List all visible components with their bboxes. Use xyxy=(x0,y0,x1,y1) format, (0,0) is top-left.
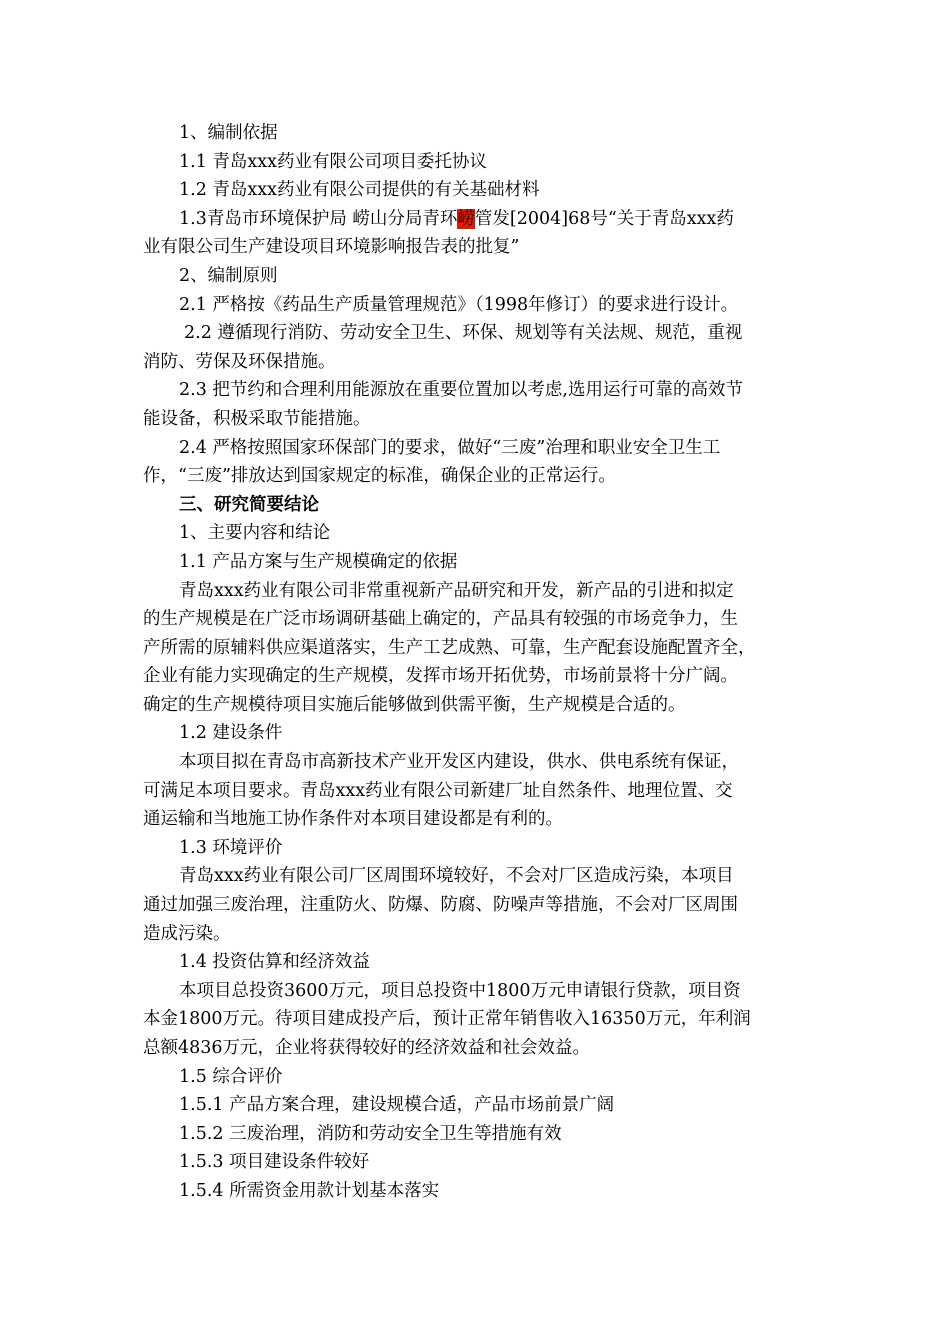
paragraph-1-3-line-1: 青岛xxx药业有限公司厂区周围环境较好，不会对厂区造成污染，本项目 xyxy=(179,866,734,887)
basis-item-1-3-post: 管发[2004]68号“关于青岛xxx药 xyxy=(474,208,734,229)
evaluation-item-1-5-4: 1.5.4 所需资金用款计划基本落实 xyxy=(179,1180,440,1201)
paragraph-1-2-line-1: 本项目拟在青岛市高新技术产业开发区内建设，供水、供电系统有保证， xyxy=(179,752,739,773)
principle-2-2-cont: 消防、劳保及环保措施。 xyxy=(143,351,336,372)
subheading-1-4: 1.4 投资估算和经济效益 xyxy=(179,952,370,973)
heading-principles: 2、编制原则 xyxy=(179,265,278,286)
subheading-1-1: 1.1 产品方案与生产规模确定的依据 xyxy=(179,551,458,572)
basis-item-1-3-cont: 业有限公司生产建设项目环境影响报告表的批复” xyxy=(143,237,520,258)
principle-2-2: 2.2 遵循现行消防、劳动安全卫生、环保、规划等有关法规、规范，重视 xyxy=(184,323,743,344)
paragraph-1-1-line-5: 确定的生产规模待项目实施后能够做到供需平衡，生产规模是合适的。 xyxy=(143,694,686,715)
basis-item-1-2: 1.2 青岛xxx药业有限公司提供的有关基础材料 xyxy=(179,180,540,201)
paragraph-1-1-line-1: 青岛xxx药业有限公司非常重视新产品研究和开发，新产品的引进和拟定 xyxy=(179,580,734,601)
principle-2-3-cont: 能设备，积极采取节能措施。 xyxy=(143,408,371,429)
subheading-1-3: 1.3 环境评价 xyxy=(179,837,283,858)
subheading-1-5: 1.5 综合评价 xyxy=(179,1066,283,1087)
heading-basis: 1、编制依据 xyxy=(179,123,278,143)
paragraph-1-4-line-3: 总额4836万元，企业将获得较好的经济效益和社会效益。 xyxy=(143,1038,591,1058)
basis-item-1-1: 1.1 青岛xxx药业有限公司项目委托协议 xyxy=(179,151,488,172)
paragraph-1-1-line-3: 产所需的原辅料供应渠道落实，生产工艺成熟、可靠，生产配套设施配置齐全， xyxy=(143,637,756,658)
subheading-1-2: 1.2 建设条件 xyxy=(179,723,283,744)
paragraph-1-3-line-3: 造成污染。 xyxy=(143,923,231,944)
evaluation-item-1-5-2: 1.5.2 三废治理，消防和劳动安全卫生等措施有效 xyxy=(179,1123,562,1144)
paragraph-1-1-line-2: 的生产规模是在广泛市场调研基础上确定的，产品具有较强的市场竞争力，生 xyxy=(143,609,738,630)
basis-item-1-3 xyxy=(143,205,823,234)
evaluation-item-1-5-3: 1.5.3 项目建设条件较好 xyxy=(179,1152,370,1173)
principle-2-4-cont: 作，“三废”排放达到国家规定的标准，确保企业的正常运行。 xyxy=(143,466,616,487)
highlighted-char: 崂 xyxy=(457,208,475,229)
basis-item-1-3-pre: 1.3青岛市环境保护局 崂山分局青环 xyxy=(179,208,458,229)
paragraph-1-2-line-3: 通运输和当地施工协作条件对本项目建设都是有利的。 xyxy=(143,809,563,830)
paragraph-1-4-line-2: 本金1800万元。待项目建成投产后，预计正常年销售收入16350万元，年利润 xyxy=(143,1009,751,1030)
heading-main-content: 1、主要内容和结论 xyxy=(179,523,331,544)
document-body xyxy=(143,119,823,1206)
paragraph-1-4-line-1: 本项目总投资3600万元，项目总投资中1800万元申请银行贷款，项目资 xyxy=(179,980,741,1001)
evaluation-item-1-5-1: 1.5.1 产品方案合理，建设规模合适，产品市场前景广阔 xyxy=(179,1095,615,1116)
principle-2-3: 2.3 把节约和合理利用能源放在重要位置加以考虑,选用运行可靠的高效节 xyxy=(179,380,743,401)
paragraph-1-2-line-2: 可满足本项目要求。青岛xxx药业有限公司新建厂址自然条件、地理位置、交 xyxy=(143,780,733,801)
paragraph-1-3-line-2: 通过加强三废治理，注重防火、防爆、防腐、防噪声等措施，不会对厂区周围 xyxy=(143,895,738,916)
principle-2-1: 2.1 严格按《药品生产质量管理规范》（1998年修订）的要求进行设计。 xyxy=(179,294,739,315)
paragraph-1-1-line-4: 企业有能力实现确定的生产规模，发挥市场开拓优势，市场前景将十分广阔。 xyxy=(143,666,738,687)
principle-2-4: 2.4 严格按照国家环保部门的要求，做好“三废”治理和职业安全卫生工 xyxy=(179,437,721,458)
section-heading-conclusions: 三、研究简要结论 xyxy=(179,494,319,515)
